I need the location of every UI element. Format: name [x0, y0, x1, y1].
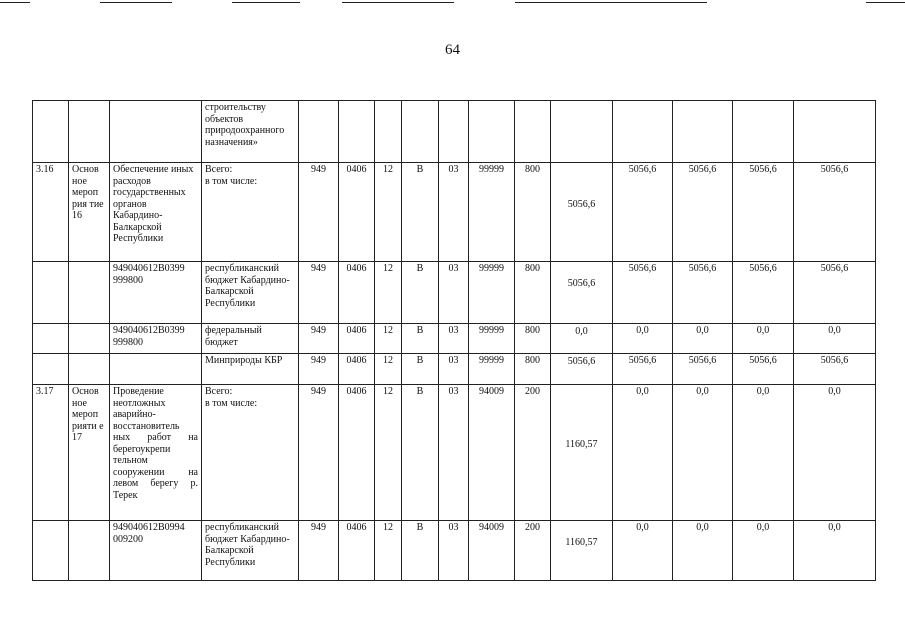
amount-year-3: 5056,6 [733, 163, 794, 262]
code-program: 12 [375, 163, 402, 262]
amount-year-2: 5056,6 [673, 262, 733, 324]
code-program: 12 [375, 385, 402, 521]
code-direction: 99999 [469, 324, 515, 354]
code-grbs: 949 [299, 385, 339, 521]
amount-year-3: 5056,6 [733, 262, 794, 324]
amount-total [551, 101, 613, 163]
funding-source: Минприроды КБР [202, 354, 299, 385]
amount-total: 5056,6 [551, 163, 613, 262]
code-vr: 800 [515, 163, 551, 262]
code-vr: 200 [515, 385, 551, 521]
amount-total: 5056,6 [551, 262, 613, 324]
amount-year-3: 0,0 [733, 324, 794, 354]
code-vr: 800 [515, 324, 551, 354]
code-rzpr: 0406 [339, 385, 375, 521]
code-grbs: 949 [299, 163, 339, 262]
item-type: Основ ное мероп рия тие 16 [69, 163, 110, 262]
header-rule-5 [515, 2, 707, 3]
item-number [33, 354, 69, 385]
item-type [69, 101, 110, 163]
code-subprogram: В [402, 262, 439, 324]
code-event: 03 [439, 385, 469, 521]
code-program [375, 101, 402, 163]
item-name: 949040612В0994 009200 [110, 521, 202, 581]
amount-year-1: 5056,6 [613, 262, 673, 324]
amount-year-1: 5056,6 [613, 163, 673, 262]
code-direction: 99999 [469, 354, 515, 385]
code-event: 03 [439, 354, 469, 385]
amount-year-1: 5056,6 [613, 354, 673, 385]
amount-year-1: 0,0 [613, 324, 673, 354]
code-vr: 200 [515, 521, 551, 581]
table-row [33, 163, 876, 262]
amount-year-2: 0,0 [673, 385, 733, 521]
item-number: 3.16 [33, 163, 69, 262]
table-row [33, 354, 876, 385]
page-number: 64 [445, 42, 460, 58]
item-type [69, 521, 110, 581]
table-row [33, 262, 876, 324]
item-number [33, 324, 69, 354]
amount-year-1 [613, 101, 673, 163]
amount-year-3: 0,0 [733, 385, 794, 521]
item-type: Основ ное мероп рияти е 17 [69, 385, 110, 521]
code-rzpr: 0406 [339, 324, 375, 354]
amount-year-2 [673, 101, 733, 163]
code-event: 03 [439, 324, 469, 354]
code-event [439, 101, 469, 163]
funding-source: республиканский бюджет Кабардино-Балкарской Республики [202, 521, 299, 581]
amount-year-2: 0,0 [673, 521, 733, 581]
header-rule-1 [0, 2, 30, 3]
amount-year-4: 0,0 [794, 521, 876, 581]
code-subprogram: В [402, 324, 439, 354]
code-subprogram: В [402, 163, 439, 262]
amount-total: 5056,6 [551, 354, 613, 385]
code-grbs: 949 [299, 354, 339, 385]
code-vr: 800 [515, 354, 551, 385]
item-number [33, 521, 69, 581]
code-program: 12 [375, 354, 402, 385]
code-subprogram: В [402, 521, 439, 581]
item-number [33, 262, 69, 324]
amount-year-4: 5056,6 [794, 163, 876, 262]
item-name [110, 101, 202, 163]
amount-year-3 [733, 101, 794, 163]
amount-year-3: 0,0 [733, 521, 794, 581]
code-vr: 800 [515, 262, 551, 324]
table-row [33, 385, 876, 521]
code-rzpr: 0406 [339, 262, 375, 324]
code-direction: 94009 [469, 521, 515, 581]
code-vr [515, 101, 551, 163]
code-grbs: 949 [299, 324, 339, 354]
item-type [69, 354, 110, 385]
header-rule-4 [342, 2, 454, 3]
amount-year-2: 0,0 [673, 324, 733, 354]
funding-source: строительству объектов природоохранного назначения» [202, 101, 299, 163]
item-number [33, 101, 69, 163]
budget-table [32, 100, 876, 581]
amount-year-1: 0,0 [613, 385, 673, 521]
header-rule-3 [232, 2, 300, 3]
amount-year-1: 0,0 [613, 521, 673, 581]
code-direction [469, 101, 515, 163]
code-event: 03 [439, 163, 469, 262]
code-grbs: 949 [299, 521, 339, 581]
code-rzpr [339, 101, 375, 163]
amount-year-4: 5056,6 [794, 354, 876, 385]
item-name: Проведение неотложных аварийно-восстановитель ных работ на берегоукрепи тельном сооружении на левом берегу р. Терек [110, 385, 202, 521]
code-subprogram: В [402, 354, 439, 385]
table-row [33, 101, 876, 163]
amount-year-2: 5056,6 [673, 163, 733, 262]
code-grbs [299, 101, 339, 163]
funding-source: федеральный бюджет [202, 324, 299, 354]
item-name: 949040612В0399 999800 [110, 324, 202, 354]
code-event: 03 [439, 521, 469, 581]
table-row [33, 324, 876, 354]
item-name: 949040612В0399 999800 [110, 262, 202, 324]
code-program: 12 [375, 521, 402, 581]
amount-year-4: 5056,6 [794, 262, 876, 324]
item-name: Обеспечение иных расходов государственных органов Кабардино-Балкарской Республики [110, 163, 202, 262]
amount-total: 1160,57 [551, 521, 613, 581]
header-rule-2 [100, 2, 172, 3]
table-row [33, 521, 876, 581]
amount-year-4 [794, 101, 876, 163]
funding-source: республиканский бюджет Кабардино-Балкарской Республики [202, 262, 299, 324]
item-name [110, 354, 202, 385]
amount-total: 0,0 [551, 324, 613, 354]
item-type [69, 262, 110, 324]
amount-year-3: 5056,6 [733, 354, 794, 385]
funding-source: Всего: в том числе: [202, 163, 299, 262]
amount-total: 1160,57 [551, 385, 613, 521]
code-program: 12 [375, 324, 402, 354]
code-rzpr: 0406 [339, 163, 375, 262]
code-direction: 99999 [469, 262, 515, 324]
code-subprogram: В [402, 385, 439, 521]
header-rule-6 [866, 2, 905, 3]
code-direction: 94009 [469, 385, 515, 521]
amount-year-2: 5056,6 [673, 354, 733, 385]
code-rzpr: 0406 [339, 354, 375, 385]
code-direction: 99999 [469, 163, 515, 262]
code-program: 12 [375, 262, 402, 324]
code-subprogram [402, 101, 439, 163]
code-rzpr: 0406 [339, 521, 375, 581]
item-type [69, 324, 110, 354]
funding-source: Всего: в том числе: [202, 385, 299, 521]
amount-year-4: 0,0 [794, 385, 876, 521]
code-event: 03 [439, 262, 469, 324]
amount-year-4: 0,0 [794, 324, 876, 354]
item-number: 3.17 [33, 385, 69, 521]
code-grbs: 949 [299, 262, 339, 324]
